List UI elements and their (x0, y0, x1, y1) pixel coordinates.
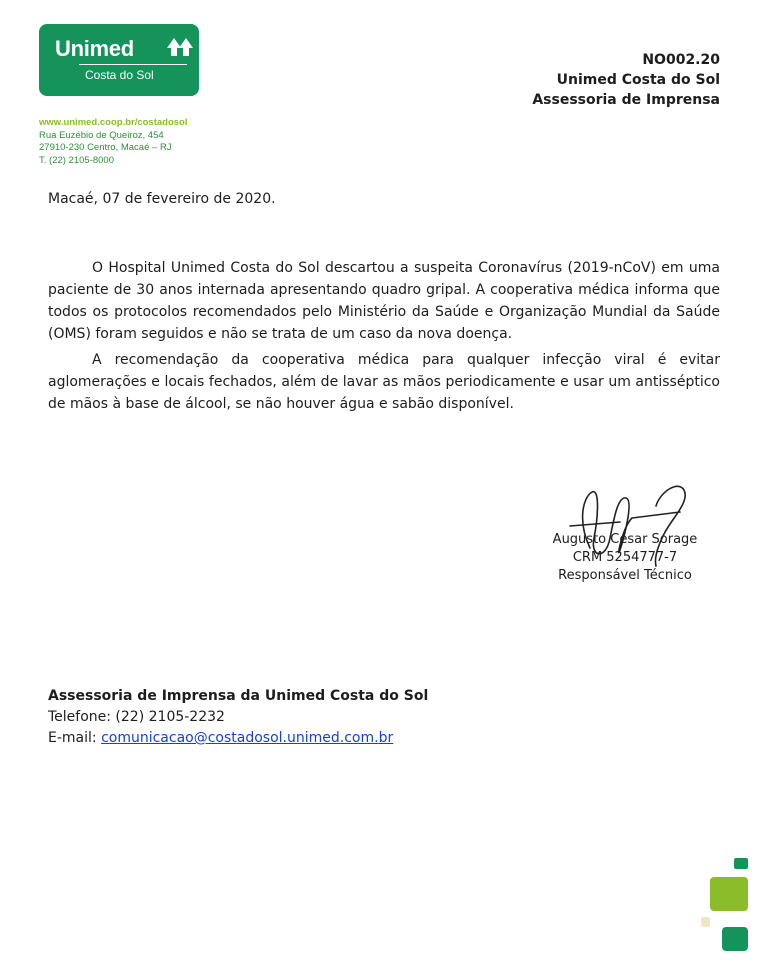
unimed-logo (39, 24, 199, 96)
email-link[interactable]: comunicacao@costadosol.unimed.com.br (101, 730, 394, 746)
address-line-1: Rua Euzébio de Queiroz, 454 (39, 129, 164, 141)
footer-org: Assessoria de Imprensa da Unimed Costa do Sol (48, 688, 429, 704)
footer-contact (48, 686, 428, 749)
decorative-square-lime (710, 877, 748, 911)
signer-name: Augusto César Sorage (552, 532, 698, 547)
decorative-square-beige (701, 917, 710, 927)
document-code: NO002.20 (642, 52, 720, 68)
decorative-square-small (734, 858, 748, 869)
contact-phone: T. (22) 2105-8000 (39, 154, 114, 166)
decorative-square-green (722, 927, 748, 951)
footer-email-line (48, 728, 428, 749)
logo-brand-text: Unimed (55, 36, 134, 61)
logo-subtitle: Costa do Sol (85, 68, 154, 82)
signer-crm: CRM 5254777-7 (572, 550, 678, 565)
logo-divider (79, 64, 187, 65)
signer-role: Responsável Técnico (558, 568, 692, 583)
tree-icon (167, 38, 193, 60)
body-paragraph-2: A recomendação da cooperativa médica para qualquer infecção viral é evitar aglomerações e locais fechados, além de lavar as mãos periodicamente e usar um antisséptico de mãos à base de álcool, se não houver água e sabão disponível. (48, 352, 720, 412)
email-label: E-mail: (48, 730, 102, 746)
website-text: www.unimed.coop.br/costadosol (39, 117, 188, 128)
document-header (532, 50, 720, 110)
contact-block (39, 117, 188, 167)
body-paragraph-1: O Hospital Unimed Costa do Sol descartou a suspeita Coronavírus (2019-nCoV) em uma paciente de 30 anos internada apresentando quadro gripal. A cooperativa médica informa que todos os protocolos recomendados pelo Ministério da Saúde e Organização Mundial da Saúde (OMS) foram seguidos e não se trata de um caso da nova doença. (48, 260, 720, 342)
signer-block (530, 531, 720, 585)
address-line-2: 27910-230 Centro, Macaé – RJ (39, 142, 172, 153)
footer-phone: Telefone: (22) 2105-2232 (48, 709, 225, 725)
header-org: Unimed Costa do Sol (556, 72, 720, 88)
document-date: Macaé, 07 de fevereiro de 2020. (48, 191, 276, 207)
header-dept: Assessoria de Imprensa (532, 92, 720, 108)
